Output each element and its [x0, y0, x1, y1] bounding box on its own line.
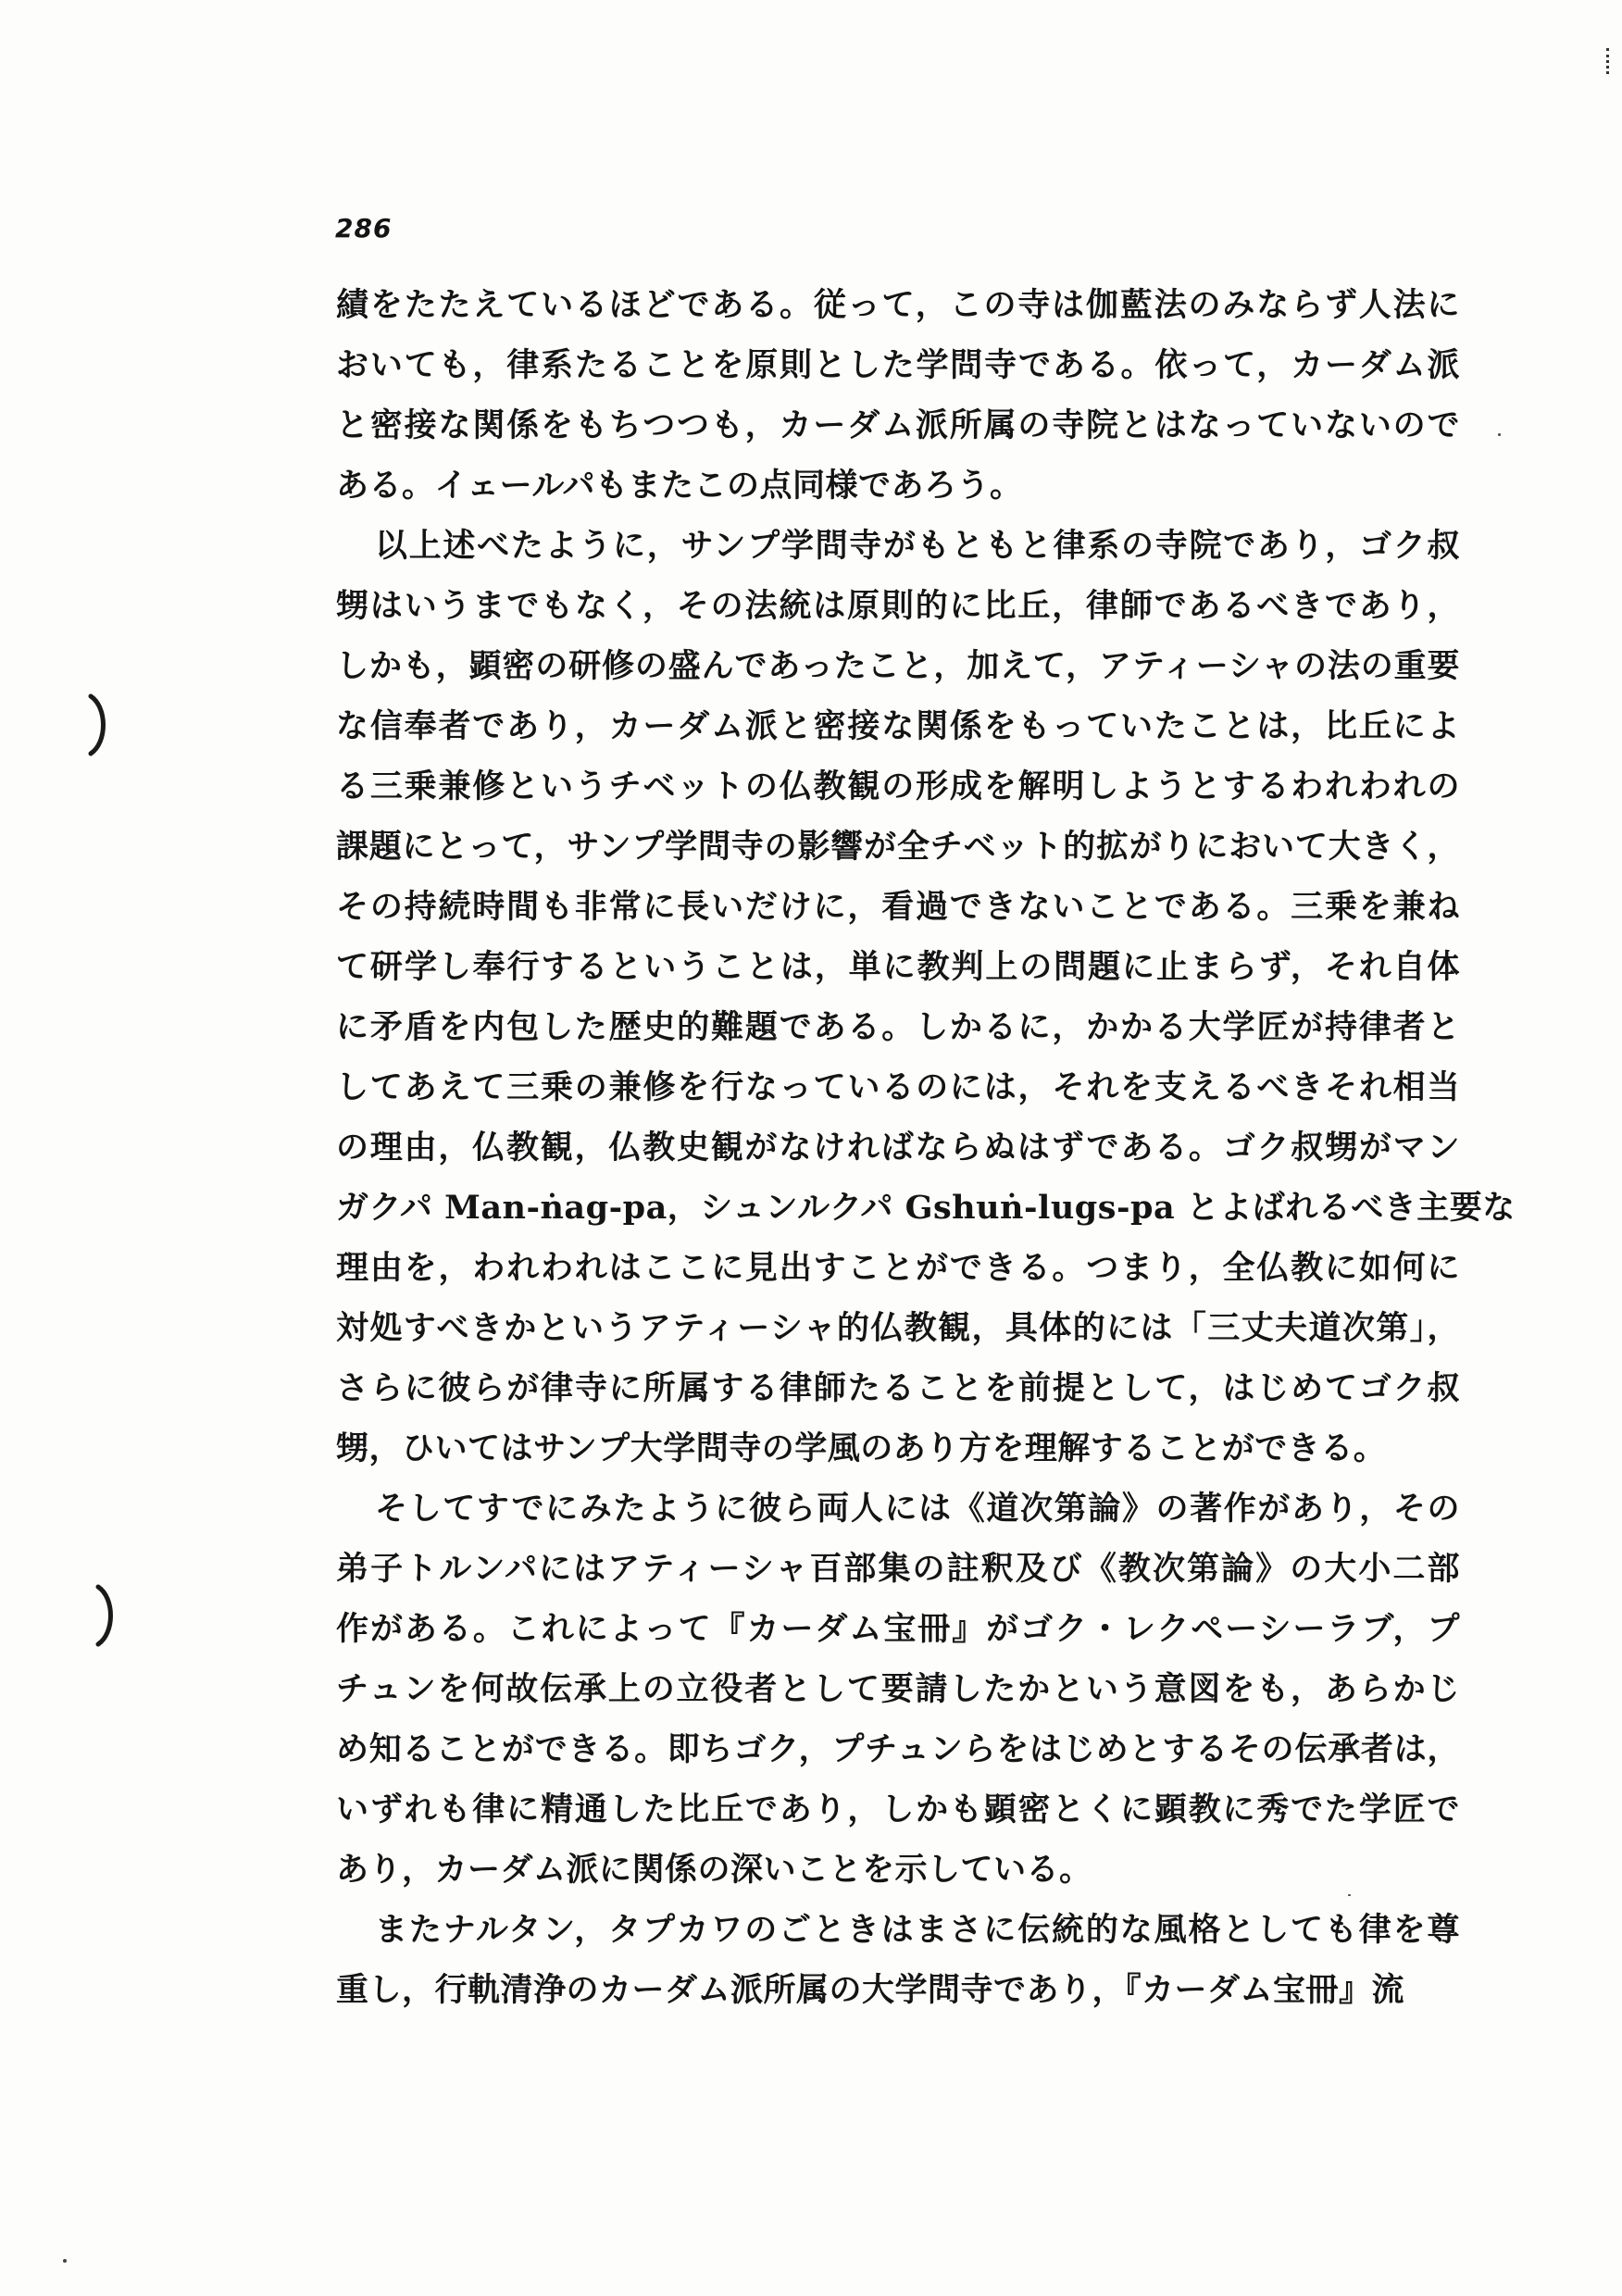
text-line: て研学し奉行するということは，単に教判上の問題に止まらず，それ自体 [336, 948, 1460, 986]
text-line: しかも，顕密の研修の盛んであったこと，加えて，アティーシャの法の重要 [336, 647, 1460, 685]
text-line: 理由を，われわれはここに見出すことができる。つまり，全仏教に如何に [336, 1249, 1460, 1287]
scan-speck [1348, 1894, 1351, 1896]
text-line: 対処すべきかというアティーシャ的仏教観，具体的には「三丈夫道次第」， [336, 1309, 1460, 1347]
text-line: そしてすでにみたように彼ら両人には《道次第論》の著作があり，その [375, 1490, 1460, 1528]
text-line: 績をたたえているほどである。従って，この寺は伽藍法のみならず人法に [336, 286, 1460, 324]
text-line: 甥，ひいてはサンプ大学問寺の学風のあり方を理解することができる。 [336, 1429, 1387, 1467]
text-line: 甥はいうまでもなく，その法統は原則的に比丘，律師であるべきであり， [336, 587, 1460, 625]
text-line: その持続時間も非常に長いだけに，看過できないことである。三乗を兼ね [336, 888, 1460, 926]
text-line: またナルタン，タプカワのごときはまさに伝統的な風格としても律を尊 [375, 1911, 1460, 1949]
edge-scan-mark [1606, 48, 1615, 74]
text-line: ガクパ Man-ṅag-pa，シュンルクパ Gshuṅ-lugs-pa とよばれるべき主要な [336, 1189, 1516, 1227]
text-line: チュンを何故伝承上の立役者として要請したかという意図をも，あらかじ [336, 1670, 1460, 1708]
text-line: 以上述べたように，サンプ学問寺がもともと律系の寺院であり，ゴク叔 [375, 527, 1460, 565]
text-line: 課題にとって，サンプ学問寺の影響が全チベット的拡がりにおいて大きく， [336, 828, 1460, 866]
text-line: る三乗兼修というチベットの仏教観の形成を解明しようとするわれわれの [336, 767, 1460, 805]
text-line: してあえて三乗の兼修を行なっているのには，それを支えるべきそれ相当 [336, 1068, 1460, 1106]
text-line: め知ることができる。即ちゴク，プチュンらをはじめとするその伝承者は， [336, 1730, 1460, 1768]
text-line: あり，カーダム派に関係の深いことを示している。 [336, 1851, 1092, 1889]
text-line: おいても，律系たることを原則とした学問寺である。依って，カーダム派 [336, 346, 1460, 384]
text-line: に矛盾を内包した歴史的難題である。しかるに，かかる大学匠が持律者と [336, 1008, 1460, 1046]
text-line: な信奉者であり，カーダム派と密接な関係をもっていたことは，比丘によ [336, 707, 1460, 745]
text-line: ある。イェールパもまたこの点同様であろう。 [336, 467, 1023, 505]
binding-hole-mark-bottom [93, 1583, 119, 1648]
page-number: 286 [335, 213, 393, 243]
text-line: いずれも律に精通した比丘であり，しかも顕密とくに顕教に秀でた学匠で [336, 1791, 1460, 1828]
text-line: と密接な関係をもちつつも，カーダム派所属の寺院とはなっていないので [336, 406, 1460, 444]
text-line: さらに彼らが律寺に所属する律師たることを前提として，はじめてゴク叔 [336, 1369, 1460, 1407]
text-line: の理由，仏教観，仏教史観がなければならぬはずである。ゴク叔甥がマン [336, 1129, 1460, 1167]
text-line: 作がある。これによって『カーダム宝冊』がゴク・レクペーシーラブ，プ [336, 1610, 1460, 1648]
text-line: 弟子トルンパにはアティーシャ百部集の註釈及び《教次第論》の大小二部 [336, 1550, 1460, 1588]
scan-speck [63, 2259, 67, 2263]
binding-hole-mark-top [85, 693, 111, 757]
scan-speck [1498, 433, 1501, 436]
text-line: 重し，行軌清浄のカーダム派所属の大学問寺であり，『カーダム宝冊』流 [336, 1971, 1405, 2009]
